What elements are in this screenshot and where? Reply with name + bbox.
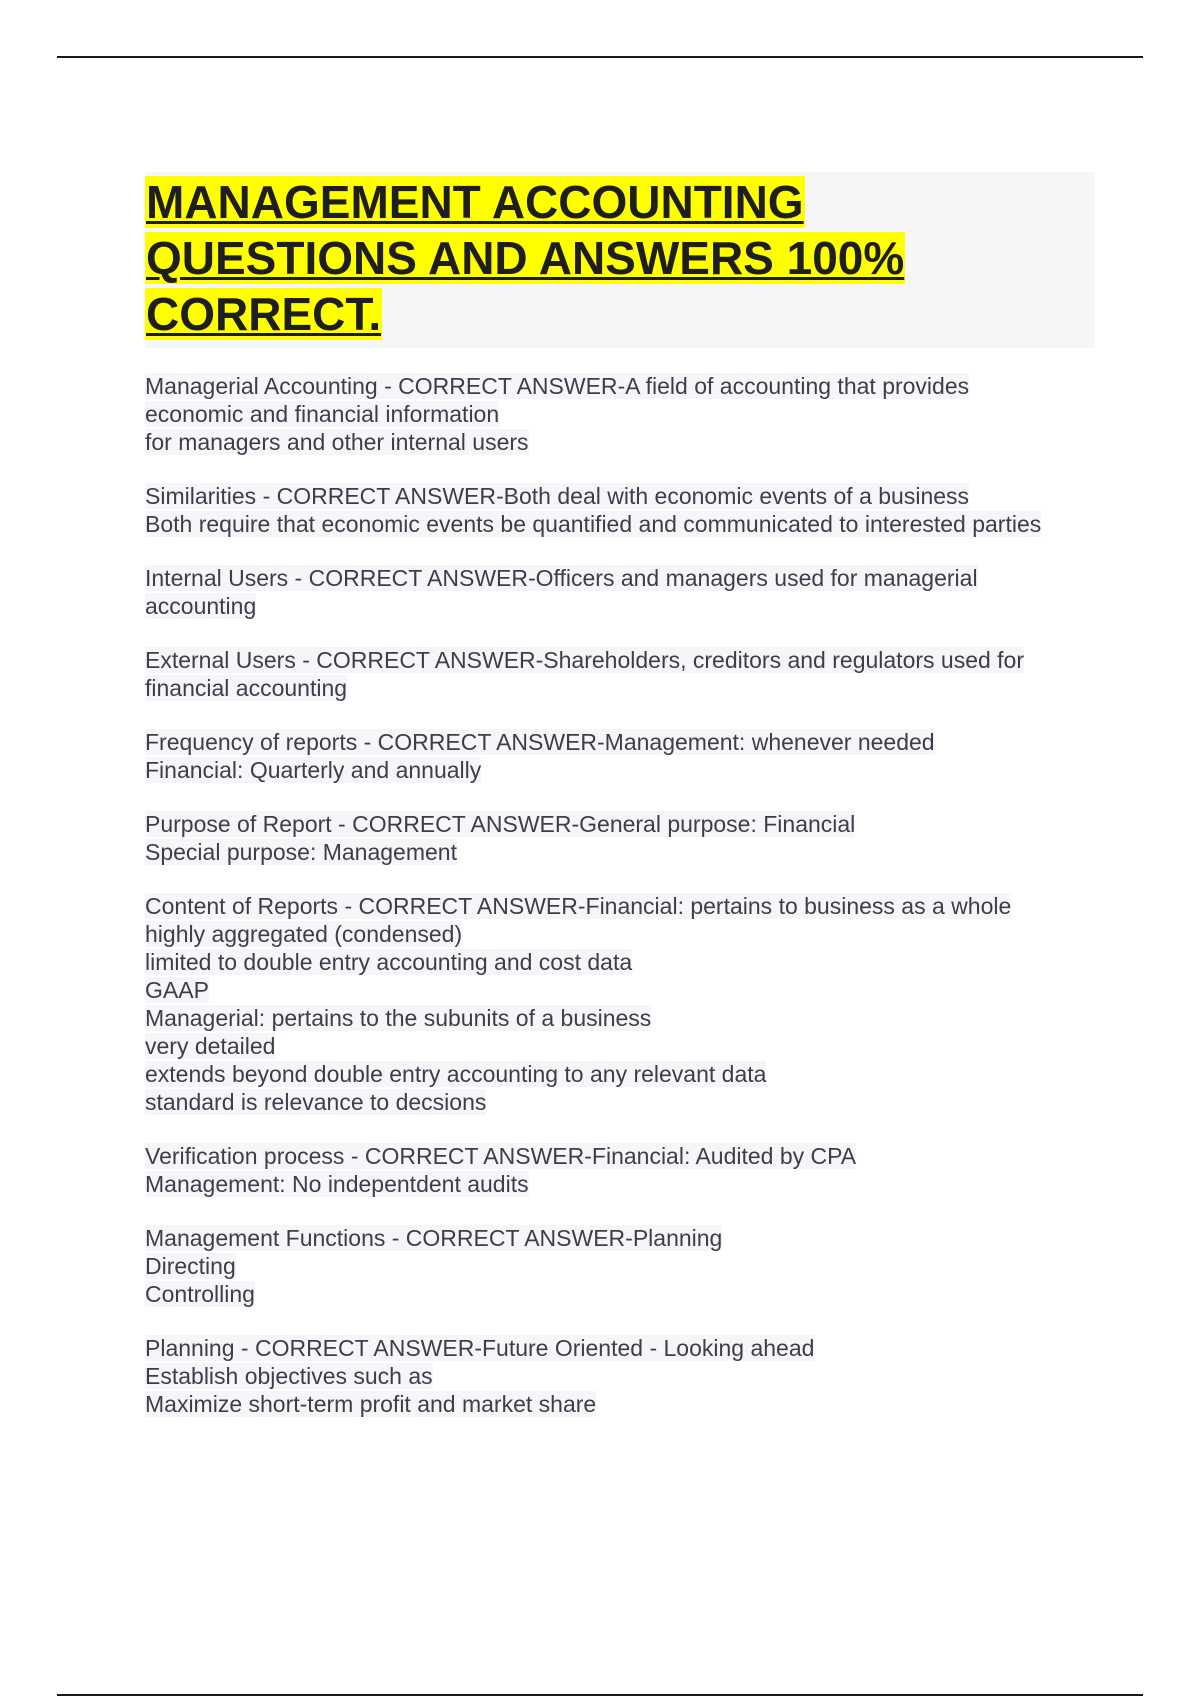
qa-entry-line <box>145 482 1095 510</box>
qa-entry <box>145 482 1095 538</box>
qa-entry-text: Both require that economic events be quantified and communicated to interested parties <box>145 511 1042 537</box>
qa-entry-line <box>145 372 1095 400</box>
qa-entry-line <box>145 428 1095 456</box>
qa-entry-text: Special purpose: Management <box>145 839 457 865</box>
title-block <box>145 172 1095 348</box>
qa-entry-text: Directing <box>145 1253 236 1279</box>
qa-entry-line <box>145 948 1095 976</box>
qa-entry <box>145 372 1095 456</box>
qa-entry <box>145 564 1095 620</box>
qa-entry-text: Content of Reports - CORRECT ANSWER-Financial: pertains to business as a whole <box>145 893 1012 919</box>
title-line-3: CORRECT. <box>146 288 382 340</box>
qa-entry-line <box>145 1224 1095 1252</box>
qa-entry-text: extends beyond double entry accounting to any relevant data <box>145 1061 767 1087</box>
bottom-rule <box>57 1694 1143 1696</box>
qa-entry-line <box>145 592 1095 620</box>
qa-entry-line <box>145 400 1095 428</box>
qa-entry <box>145 1334 1095 1418</box>
qa-entry-line <box>145 728 1095 756</box>
qa-entry-line <box>145 976 1095 1004</box>
qa-entry-text: limited to double entry accounting and cost data <box>145 949 633 975</box>
qa-entry-line <box>145 920 1095 948</box>
qa-entry-line <box>145 1088 1095 1116</box>
qa-entry-line <box>145 1060 1095 1088</box>
qa-entry-text: highly aggregated (condensed) <box>145 921 463 947</box>
qa-entry-line <box>145 1334 1095 1362</box>
qa-entry-text: economic and financial information <box>145 401 500 427</box>
qa-entry <box>145 728 1095 784</box>
qa-entry-text: Managerial Accounting - CORRECT ANSWER-A field of accounting that provides <box>145 373 970 399</box>
qa-entry-text: Management Functions - CORRECT ANSWER-Planning <box>145 1225 723 1251</box>
qa-entry-line <box>145 1170 1095 1198</box>
qa-entry-text: Similarities - CORRECT ANSWER-Both deal with economic events of a business <box>145 483 970 509</box>
qa-entry-line <box>145 1142 1095 1170</box>
qa-entry <box>145 1142 1095 1198</box>
title-line-2: QUESTIONS AND ANSWERS 100% <box>146 232 905 284</box>
qa-entry-line <box>145 1252 1095 1280</box>
top-rule <box>57 56 1143 58</box>
qa-list <box>145 372 1095 1418</box>
qa-entry-text: Maximize short-term profit and market share <box>145 1391 597 1417</box>
qa-entry-text: Management: No indepentdent audits <box>145 1171 529 1197</box>
qa-entry-text: Financial: Quarterly and annually <box>145 757 482 783</box>
qa-entry-line <box>145 674 1095 702</box>
qa-entry-line <box>145 1004 1095 1032</box>
qa-entry-text: Controlling <box>145 1281 255 1307</box>
qa-entry-text: Frequency of reports - CORRECT ANSWER-Management: whenever needed <box>145 729 935 755</box>
qa-entry-text: standard is relevance to decsions <box>145 1089 487 1115</box>
qa-entry <box>145 810 1095 866</box>
document-body <box>145 172 1095 1444</box>
qa-entry-line <box>145 1390 1095 1418</box>
qa-entry-text: Purpose of Report - CORRECT ANSWER-General purpose: Financial <box>145 811 856 837</box>
qa-entry-line <box>145 892 1095 920</box>
qa-entry-text: financial accounting <box>145 675 348 701</box>
qa-entry-line <box>145 810 1095 838</box>
qa-entry-text: GAAP <box>145 977 209 1003</box>
qa-entry-text: accounting <box>145 593 257 619</box>
qa-entry-text: Establish objectives such as <box>145 1363 433 1389</box>
qa-entry <box>145 1224 1095 1308</box>
document-title <box>145 174 1095 342</box>
qa-entry-line <box>145 646 1095 674</box>
qa-entry-line <box>145 1280 1095 1308</box>
qa-entry-line <box>145 756 1095 784</box>
qa-entry-text: Planning - CORRECT ANSWER-Future Oriented - Looking ahead <box>145 1335 815 1361</box>
qa-entry-text: Verification process - CORRECT ANSWER-Financial: Audited by CPA <box>145 1143 857 1169</box>
qa-entry-line <box>145 510 1095 538</box>
qa-entry-line <box>145 564 1095 592</box>
title-line-1: MANAGEMENT ACCOUNTING <box>146 176 804 228</box>
qa-entry-text: External Users - CORRECT ANSWER-Shareholders, creditors and regulators used for <box>145 647 1025 673</box>
qa-entry-text: Internal Users - CORRECT ANSWER-Officers and managers used for managerial <box>145 565 978 591</box>
qa-entry <box>145 646 1095 702</box>
qa-entry-text: for managers and other internal users <box>145 429 529 455</box>
qa-entry-text: Managerial: pertains to the subunits of a business <box>145 1005 652 1031</box>
qa-entry-line <box>145 838 1095 866</box>
qa-entry-line <box>145 1362 1095 1390</box>
qa-entry-text: very detailed <box>145 1033 276 1059</box>
qa-entry-line <box>145 1032 1095 1060</box>
qa-entry <box>145 892 1095 1116</box>
